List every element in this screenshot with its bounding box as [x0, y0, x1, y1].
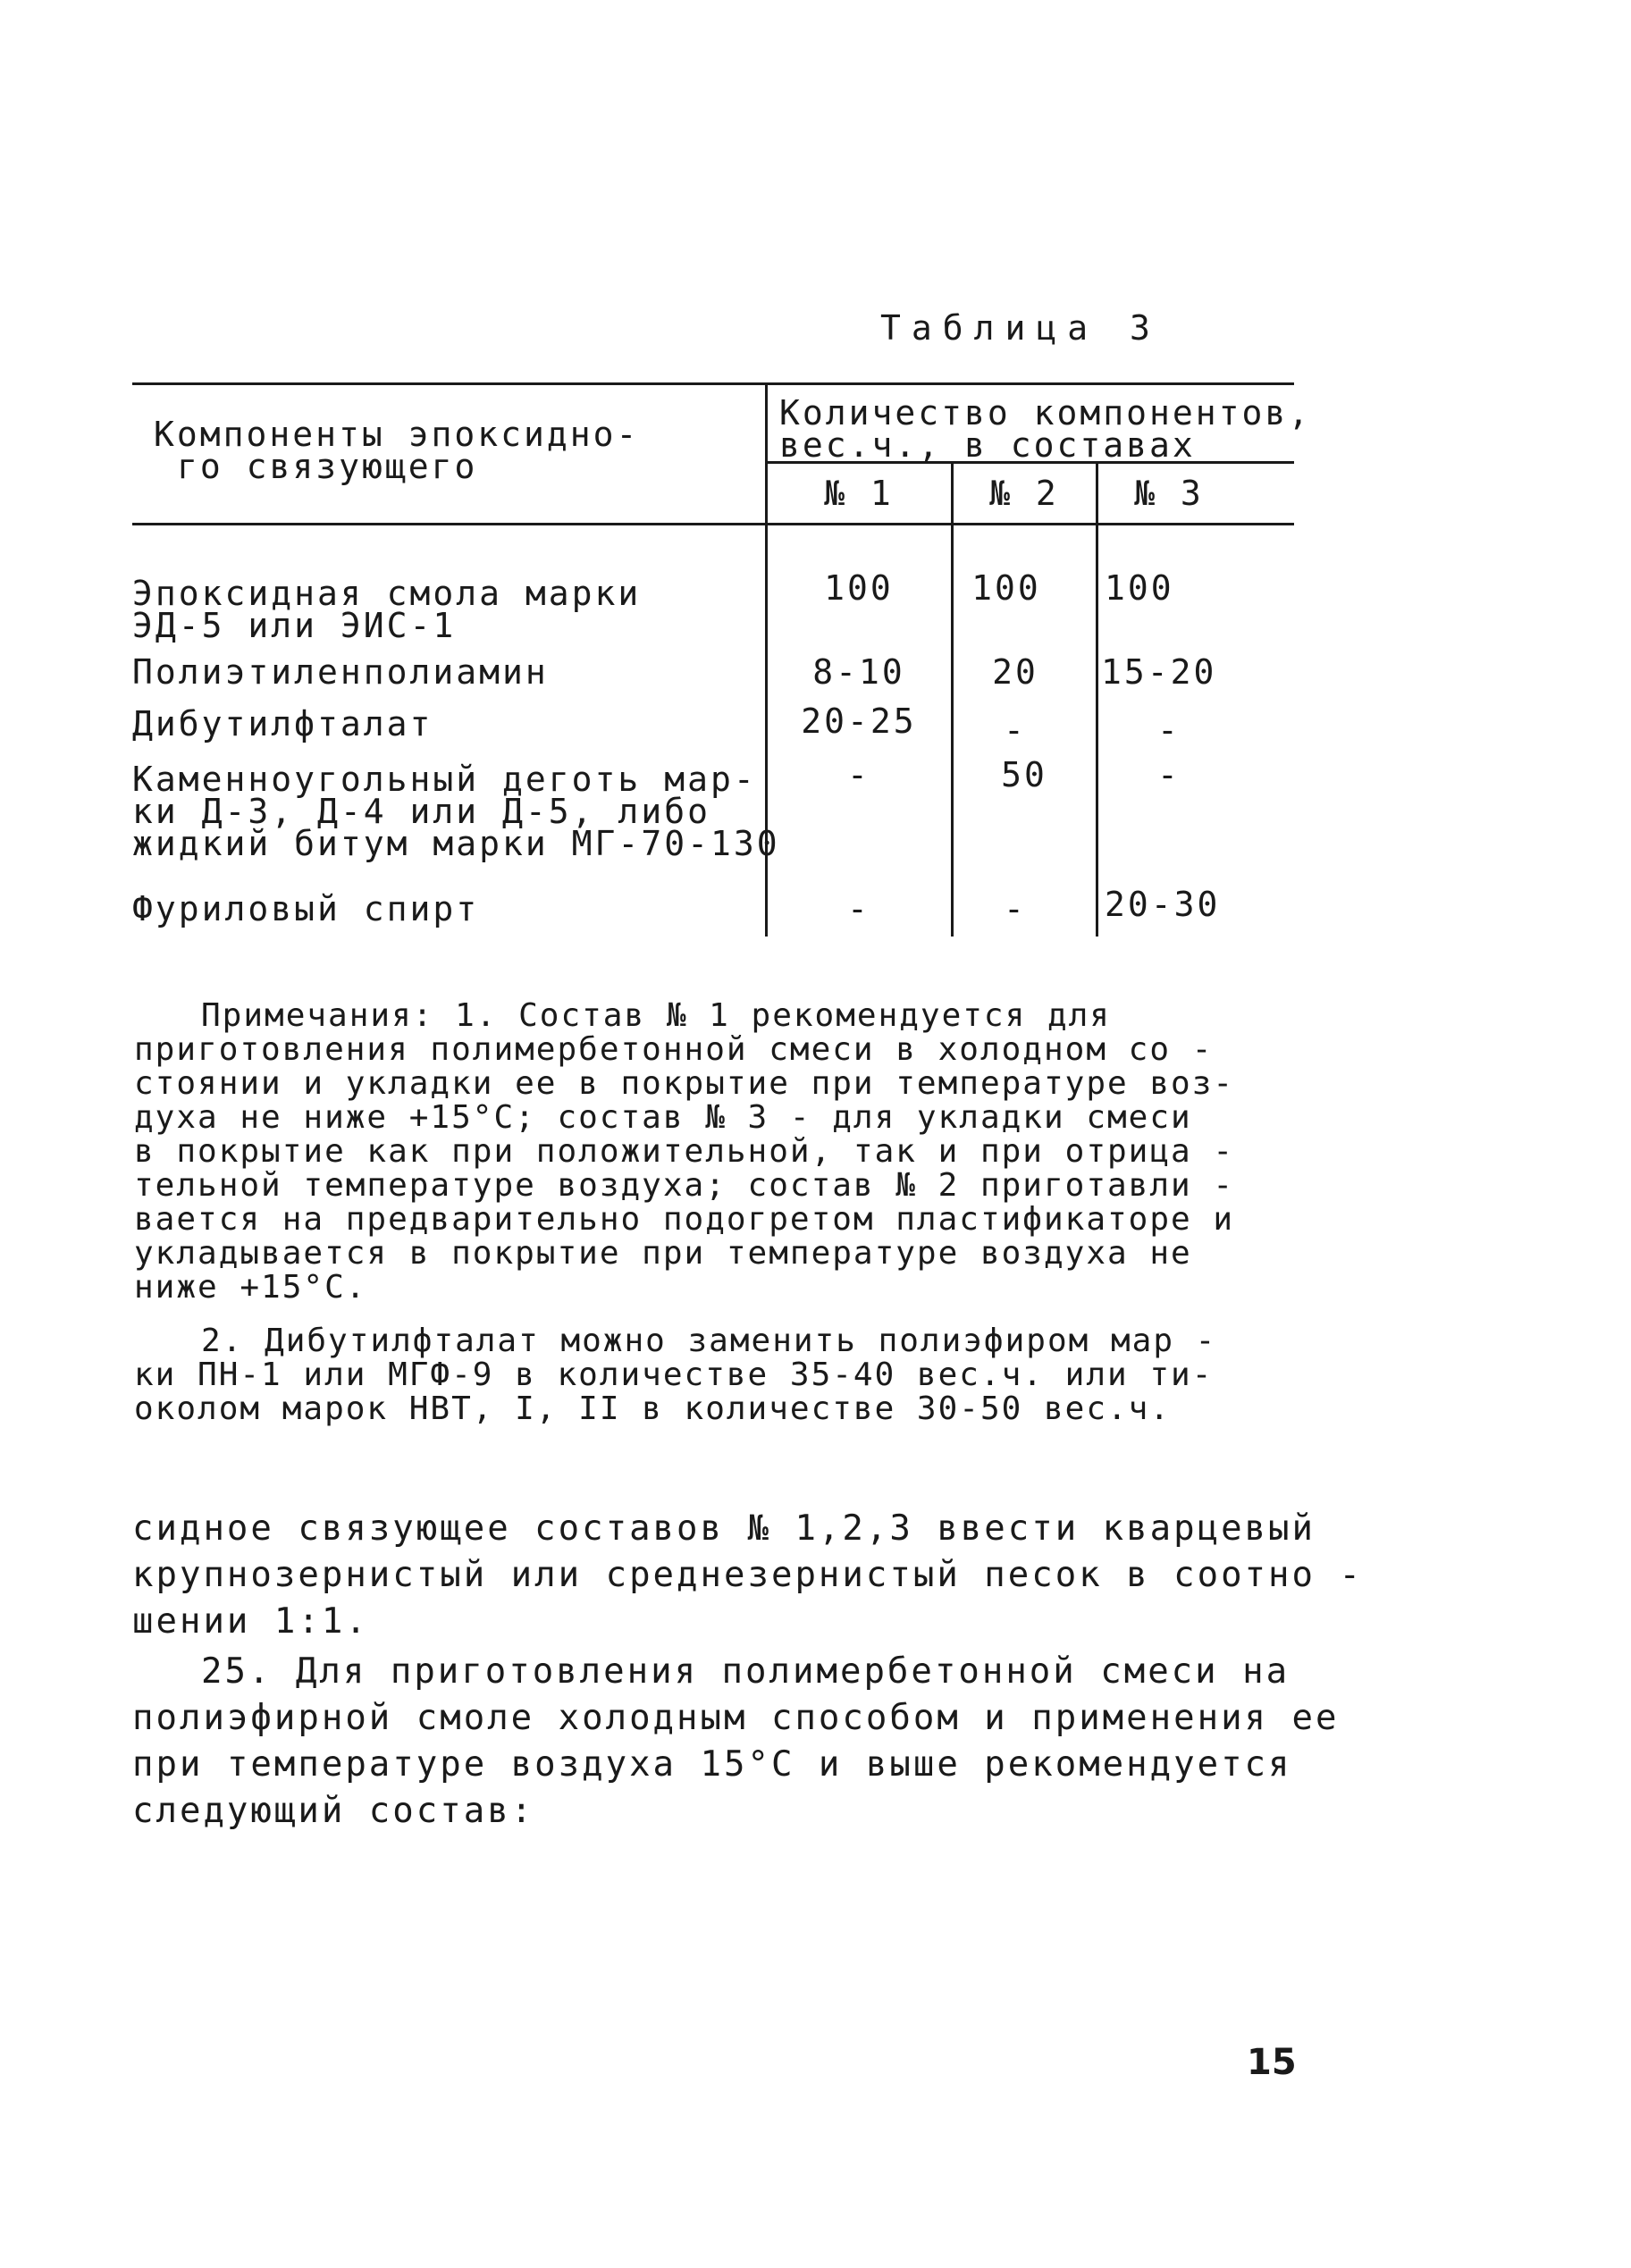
body-line-6: при температуре воздуха 15°С и выше рекомендуется	[132, 1744, 1292, 1785]
table-row-2-name: Полиэтиленполиамин	[132, 652, 549, 692]
table-row-1-value-1: 100	[824, 568, 894, 608]
table-row-5-value-3: 20-30	[1105, 885, 1221, 924]
table-row-2-value-3: 15-20	[1101, 652, 1217, 692]
column-header-1: № 1	[824, 474, 894, 513]
body-line-5: полиэфирной смоле холодным способом и применения ее	[132, 1698, 1340, 1738]
table-row-1-name-line-1: Эпоксидная смола марки	[132, 574, 642, 613]
table-row-1-value-2: 100	[971, 568, 1041, 608]
table-row-5-value-1: -	[847, 889, 870, 928]
note-1-line-5: в покрытие как при положительной, так и при отрица -	[134, 1133, 1235, 1170]
header-components-line-2: го связующего	[177, 447, 478, 486]
table-row-5-value-2: -	[1004, 889, 1027, 928]
table-row-2-value-1: 8-10	[812, 652, 905, 692]
table-top-rule	[132, 382, 1294, 385]
table-caption: Таблица 3	[880, 308, 1161, 348]
note-2-line-1: 2. Дибутилфталат можно заменить полиэфиром мар -	[201, 1323, 1217, 1359]
table-row-4-name-line-2: ки Д-3, Д-4 или Д-5, либо	[132, 792, 710, 831]
note-2-line-2: ки ПН-1 или МГФ-9 в количестве 35-40 вес.ч. или ти-	[134, 1357, 1214, 1393]
table-row-3-value-2: -	[1004, 710, 1027, 750]
body-line-3: шении 1:1.	[132, 1601, 369, 1642]
column-header-2: № 2	[989, 474, 1059, 513]
note-1-line-8: укладывается в покрытие при температуре воздуха не	[134, 1235, 1192, 1272]
table-row-4-name-line-1: Каменноугольный деготь мар-	[132, 760, 757, 799]
note-1-line-1: Примечания: 1. Состав № 1 рекомендуется для	[201, 997, 1111, 1034]
table-row-3-value-3: -	[1157, 710, 1181, 750]
note-1-line-7: вается на предварительно подогретом пластификаторе и	[134, 1201, 1235, 1238]
page-number: 15	[1247, 2042, 1297, 2083]
header-bottom-rule	[132, 523, 1294, 525]
table-row-4-name-line-3: жидкий битум марки МГ-70-130	[132, 824, 780, 863]
note-1-line-4: духа не ниже +15°С; состав № 3 - для укладки смеси	[134, 1099, 1192, 1136]
table-row-4-value-1: -	[847, 755, 870, 794]
table-column-divider-3	[1096, 461, 1098, 937]
table-row-2-value-2: 20	[992, 652, 1038, 692]
body-line-2: крупнозернистый или среднезернистый песок в соотно -	[132, 1555, 1363, 1595]
body-line-4: 25. Для приготовления полимербетонной смеси на	[201, 1651, 1291, 1692]
body-line-1: сидное связующее составов № 1,2,3 ввести кварцевый	[132, 1508, 1316, 1549]
table-row-4-value-3: -	[1157, 755, 1181, 794]
body-line-7: следующий состав:	[132, 1791, 535, 1831]
table-column-divider-2	[951, 461, 954, 937]
note-1-line-6: тельной температуре воздуха; состав № 2 приготавли -	[134, 1167, 1235, 1204]
note-1-line-9: ниже +15°С.	[134, 1269, 367, 1306]
table-row-3-name: Дибутилфталат	[132, 704, 433, 743]
header-components-line-1: Компоненты эпоксидно-	[154, 415, 640, 454]
header-quantity-line-2: вес.ч., в составах	[779, 425, 1196, 465]
note-2-line-3: околом марок НВТ, I, II в количестве 30-50 вес.ч.	[134, 1390, 1172, 1427]
table-row-3-value-1: 20-25	[801, 701, 917, 741]
note-1-line-2: приготовления полимербетонной смеси в холодном со -	[134, 1031, 1214, 1068]
table-row-1-name-line-2: ЭД-5 или ЭИС-1	[132, 606, 457, 645]
note-1-line-3: стоянии и укладки ее в покрытие при температуре воз-	[134, 1065, 1235, 1102]
table-row-1-value-3: 100	[1105, 568, 1174, 608]
header-quantity-line-1: Количество компонентов,	[779, 393, 1312, 433]
table-row-4-value-2: 50	[1001, 755, 1047, 794]
table-row-5-name: Фуриловый спирт	[132, 889, 480, 928]
column-header-3: № 3	[1134, 474, 1204, 513]
